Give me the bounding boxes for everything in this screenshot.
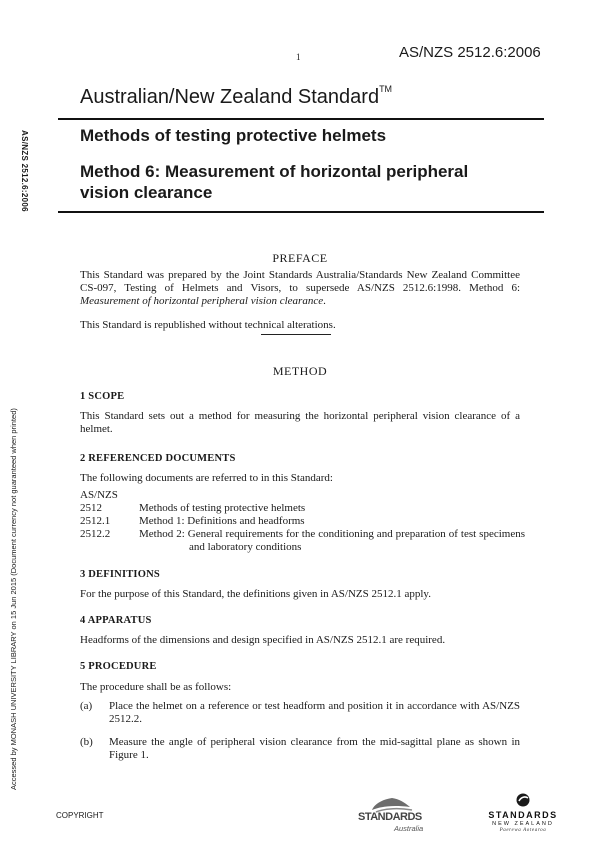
preface-heading: PREFACE	[272, 251, 328, 265]
section-divider	[261, 334, 331, 335]
ref-title: Method 1: Definitions and headforms	[139, 515, 305, 527]
preface-method-label: Method 6:	[469, 282, 521, 294]
scope-text: This Standard sets out a method for measuring the horizontal peripheral vision clearance of a helmet.	[80, 410, 520, 435]
preface-paragraph	[80, 269, 520, 308]
title-top-rule	[58, 118, 544, 120]
refs-group-label: AS/NZS	[80, 489, 118, 501]
logo-sa-text: STANDARDS	[358, 811, 422, 823]
scope-heading: 1 SCOPE	[80, 391, 125, 402]
preface-method-title: Measurement of horizontal peripheral vision clearance	[80, 295, 324, 307]
logo-nz-text: STANDARDS	[488, 810, 558, 820]
standard-number: AS/NZS 2512.6:2006	[399, 44, 541, 61]
document-title-line1: Methods of testing protective helmets	[80, 126, 387, 145]
ref-title: Methods of testing protective helmets	[139, 502, 306, 514]
apparatus-heading: 4 APPARATUS	[80, 615, 152, 626]
access-watermark: Accessed by MONASH UNIVERSITY LIBRARY on 15 Jun 2015 (Document currency not guaranteed when printed)	[9, 408, 18, 790]
standards-nz-logo	[475, 792, 565, 833]
standard-type	[80, 86, 392, 109]
document-title-line2: Method 6: Measurement of horizontal peripheral vision clearance	[80, 162, 469, 202]
step-label: (b)	[80, 736, 93, 748]
logo-sa-sub: Australia	[394, 824, 424, 833]
copyright-notice: COPYRIGHT	[56, 811, 104, 820]
title-bottom-rule	[58, 211, 544, 213]
step-label: (a)	[80, 700, 93, 712]
preface-republished-note: This Standard is republished without technical alterations.	[80, 319, 336, 331]
preface-text: This Standard was prepared by the Joint Standards Australia/Standards New Zealand Committee CS-097, Testing of Helmets and Visors, to supersede AS/NZS 2512.6:1998.	[80, 269, 520, 294]
refs-table	[80, 502, 525, 552]
standard-type-text: Australian/New Zealand Standard	[80, 86, 380, 108]
ref-number: 2512.2	[80, 528, 111, 540]
preface-period: .	[323, 295, 326, 307]
definitions-heading: 3 DEFINITIONS	[80, 569, 160, 580]
ref-number: 2512.1	[80, 515, 111, 527]
ref-number: 2512	[80, 502, 102, 514]
definitions-text: For the purpose of this Standard, the definitions given in AS/NZS 2512.1 apply.	[80, 588, 431, 600]
refs-heading: 2 REFERENCED DOCUMENTS	[80, 453, 236, 464]
step-text: Measure the angle of peripheral vision clearance from the mid-sagittal plane as shown in Figure 1.	[109, 736, 520, 761]
procedure-intro: The procedure shall be as follows:	[80, 681, 232, 693]
page-number: 1	[296, 52, 301, 62]
side-standard-code: AS/NZS 2512.6:2006	[20, 130, 29, 212]
ref-title: Method 2: General requirements for the conditioning and preparation of test specimens and laboratory conditions	[139, 528, 525, 553]
standards-nz-mark	[475, 792, 565, 812]
logo-nz-sub: NEW ZEALAND	[492, 821, 554, 827]
standards-australia-logo	[352, 796, 432, 841]
step-text: Place the helmet on a reference or test headform and position it in accordance with AS/NZS 2512.2.	[109, 700, 520, 725]
procedure-heading: 5 PROCEDURE	[80, 661, 157, 672]
trademark: TM	[379, 84, 393, 94]
method-heading: METHOD	[272, 364, 328, 378]
logo-nz-tag: Paerewa Aotearoa	[499, 828, 547, 833]
refs-intro: The following documents are referred to in this Standard:	[80, 472, 333, 484]
apparatus-text: Headforms of the dimensions and design specified in AS/NZS 2512.1 are required.	[80, 634, 446, 646]
